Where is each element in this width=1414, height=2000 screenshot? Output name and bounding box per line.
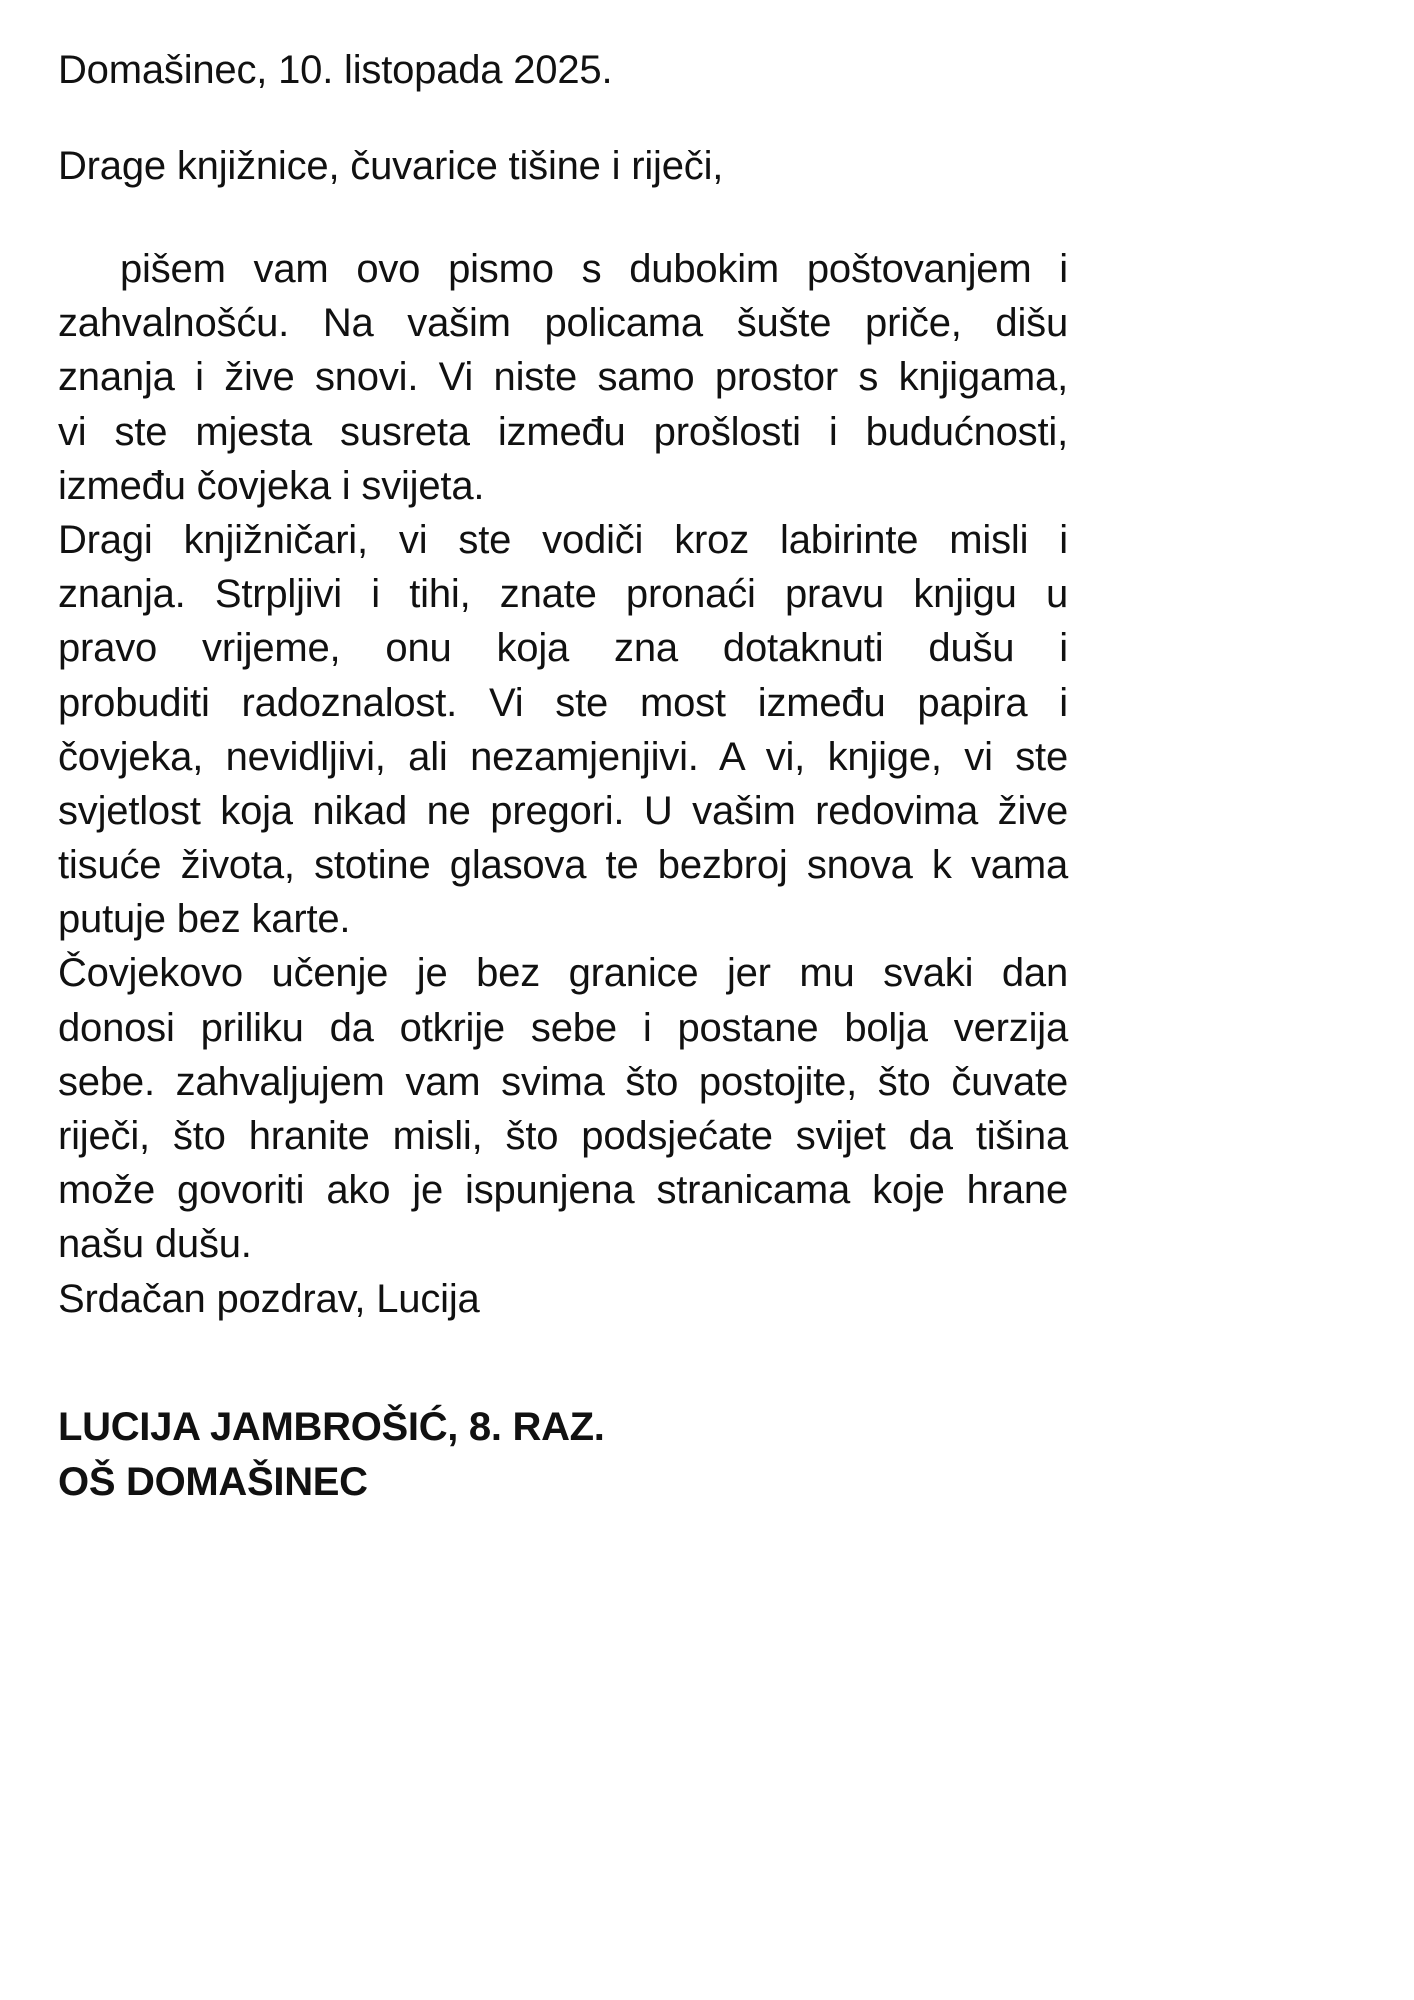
signature-name: LUCIJA JAMBROŠIĆ, 8. RAZ. [58,1404,605,1449]
salutation: Drage knjižnice, čuvarice tišine i riječi, [58,144,724,188]
paragraph-line: pišem vam ovo pismo s dubokim poštovanjem i [120,247,1068,291]
paragraph-line: Dragi knjižničari, vi ste vodiči kroz labirinte misli i [58,517,1068,562]
letter-body [58,44,1068,1510]
signature-block [58,1400,1068,1510]
paragraph-line: može govoriti ako je ispunjena stranicama koje hrane [58,1168,1068,1213]
paragraph-line: pravo vrijeme, onu koja zna dotaknuti dušu i [58,626,1068,671]
paragraph-line: probuditi radoznalost. Vi ste most između papira i [58,680,1068,725]
paragraph-line: donosi priliku da otkrije sebe i postane bolja verzija [58,1005,1068,1050]
paragraph-line: znanja i žive snovi. Vi niste samo prostor s knjigama, [58,355,1068,400]
dateline: Domašinec, 10. listopada 2025. [58,48,613,92]
paragraph-line: Čovjekovo učenje je bez granice jer mu svaki dan [58,951,1068,996]
closing-line: Srdačan pozdrav, Lucija [58,1276,480,1321]
paragraph-line: putuje bez karte. [58,897,351,942]
body-paragraph-1 [58,242,1068,513]
paragraph-line: čovjeka, nevidljivi, ali nezamjenjivi. A vi, knjige, vi ste [58,734,1068,779]
signature-school: OŠ DOMAŠINEC [58,1459,368,1504]
paragraph-line: tisuće života, stotine glasova te bezbroj snova k vama [58,843,1068,888]
paragraph-line: vi ste mjesta susreta između prošlosti i budućnosti, [58,409,1068,454]
paragraph-line: svjetlost koja nikad ne pregori. U vašim redovima žive [58,788,1068,833]
paragraph-line: znanja. Strpljivi i tihi, znate pronaći pravu knjigu u [58,572,1068,617]
paragraph-line: između čovjeka i svijeta. [58,463,485,508]
body-paragraph-2 [58,513,1068,947]
paragraph-line: riječi, što hranite misli, što podsjećate svijet da tišina [58,1114,1068,1158]
paragraph-line: našu dušu. [58,1222,252,1267]
body-paragraph-3 [58,946,1068,1271]
paragraph-line: zahvalnošću. Na vašim policama šušte priče, dišu [58,301,1068,346]
paragraph-line: sebe. zahvaljujem vam svima što postojite, što čuvate [58,1059,1068,1104]
